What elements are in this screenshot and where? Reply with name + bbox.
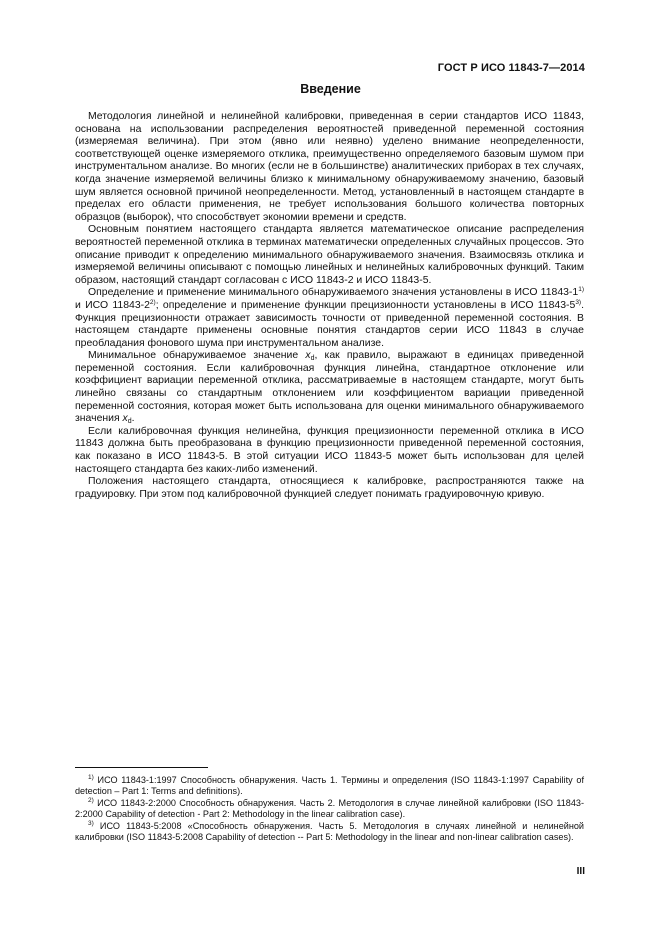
symbol-x-2: x [122, 413, 128, 425]
paragraph-2: Основным понятием настоящего стандарта является математическое описание распределения вероятностей переменной отклика в терминах математически определенных случайных процессов. Это описание приводит к определению минимального обнаруживаемого значения. Взаимосвязь отклика и измеряемой величины описывают с помощью линейных и нелинейных калибровочных функций. Таким образом, настоящий стандарт согласован с ИСО 11843-2 и ИСО 11843-5. [75, 224, 584, 286]
footnote-1 [75, 775, 584, 797]
paragraph-3-text-b: и ИСО 11843-2 [75, 299, 150, 311]
footnote-text: ИСО 11843-5:2008 «Способность обнаружения. Часть 5. Методология в случаях линейной и нелинейной калибровки (ISO 11843-5:2008 Capability of detection -- Part 5: Methodology in the linear and non-linear calibration cases). [75, 820, 584, 843]
footnote-3 [75, 821, 584, 843]
paragraph-1: Методология линейной и нелинейной калибровки, приведенная в серии стандартов ИСО 11843, основана на использовании распределения вероятностей приведенной переменной состояния (измеряемая величина). При этом (явно или неявно) уделено внимание неопределенности, соответствующей оценке измеряемого отклика, преимущественно определяемого базовым шумом при инструментальном анализе. Во многих (если не в большинстве) аналитических приборах в тех случаях, когда значение измеряемой величины близко к минимальному обнаруживаемому значению, базовый шум является основной причиной неопределенности. Метод, установленный в настоящем стандарте в пределах его области применения, не требует использования большого количества повторных образцов (выборок), что способствует экономии времени и средств. [75, 111, 584, 223]
document-header: ГОСТ Р ИСО 11843-7—2014 [437, 62, 585, 74]
paragraph-4-text-c: . [131, 413, 135, 425]
paragraph-4 [75, 350, 584, 426]
footnote-divider [75, 767, 208, 768]
paragraph-3-text-c: ; определение и применение функции прецизионности установлены в ИСО 11843-5 [155, 299, 576, 311]
footnotes [75, 775, 584, 844]
symbol-x: x [305, 350, 311, 362]
footnote-ref-3[interactable]: 3) [575, 298, 582, 306]
footnote-ref-1[interactable]: 1) [578, 286, 584, 294]
paragraph-3-text-d: . Функция прецизионности отражает зависимость точности от приведенной переменной состояния. В настоящем стандарте применены основные понятия стандартов серии ИСО 11843 в случае преобладания фонового шума при инструментальном анализе. [75, 299, 584, 349]
paragraph-5: Если калибровочная функция нелинейна, функция прецизионности переменной отклика в ИСО 11843 должна быть преобразована в функцию прецизионности приведенной переменной состояния, как показано в ИСО 11843-5. В этой ситуации ИСО 11843-5 может быть использован для целей настоящего стандарта без каких-либо изменений. [75, 425, 584, 475]
footnote-marker: 2) [88, 796, 94, 804]
paragraph-3-text-a: Определение и применение минимального обнаруживаемого значения установлены в ИСО 11843-1 [88, 287, 579, 299]
footnote-ref-2[interactable]: 2) [149, 298, 156, 306]
paragraph-6: Положения настоящего стандарта, относящиеся к калибровке, распространяются также на градуировку. При этом под калибровочной функцией следует понимать градуировочную кривую. [75, 476, 584, 500]
footnote-2 [75, 798, 584, 820]
subscript-d-2: d [127, 418, 132, 426]
paragraph-3 [75, 287, 584, 350]
footnote-text: ИСО 11843-1:1997 Способность обнаружения. Часть 1. Термины и определения (ISO 11843-1:1997 Capability of detection – Part 1: Terms and definitions). [75, 775, 584, 797]
paragraph-4-text-b: , как правило, выражают в единицах приведенной переменной состояния. Если калибровочная функция линейна, стандартное отклонение или коэффициент вариации переменной отклика, рассматриваемые в настоящем стандарте, могут быть линейно связаны со стандартным отклонением или коэффициентом вариации приведенной переменной состояния, которая может быть использована для оценки минимального обнаруживаемого значения [75, 350, 585, 425]
page-number: III [576, 866, 585, 877]
footnote-marker: 1) [88, 774, 94, 781]
footnote-text: ИСО 11843-2:2000 Способность обнаружения. Часть 2. Методология в случае линейной калибровки (ISO 11843-2:2000 Capability of detection - Part 2: Methodology in the linear calibration case). [75, 797, 584, 820]
subscript-d: d [310, 355, 315, 363]
section-title: Введение [300, 82, 361, 96]
footnote-marker: 3) [88, 819, 94, 827]
body-text [75, 111, 584, 501]
paragraph-4-text-a: Минимальное обнаруживаемое значение [88, 350, 306, 362]
